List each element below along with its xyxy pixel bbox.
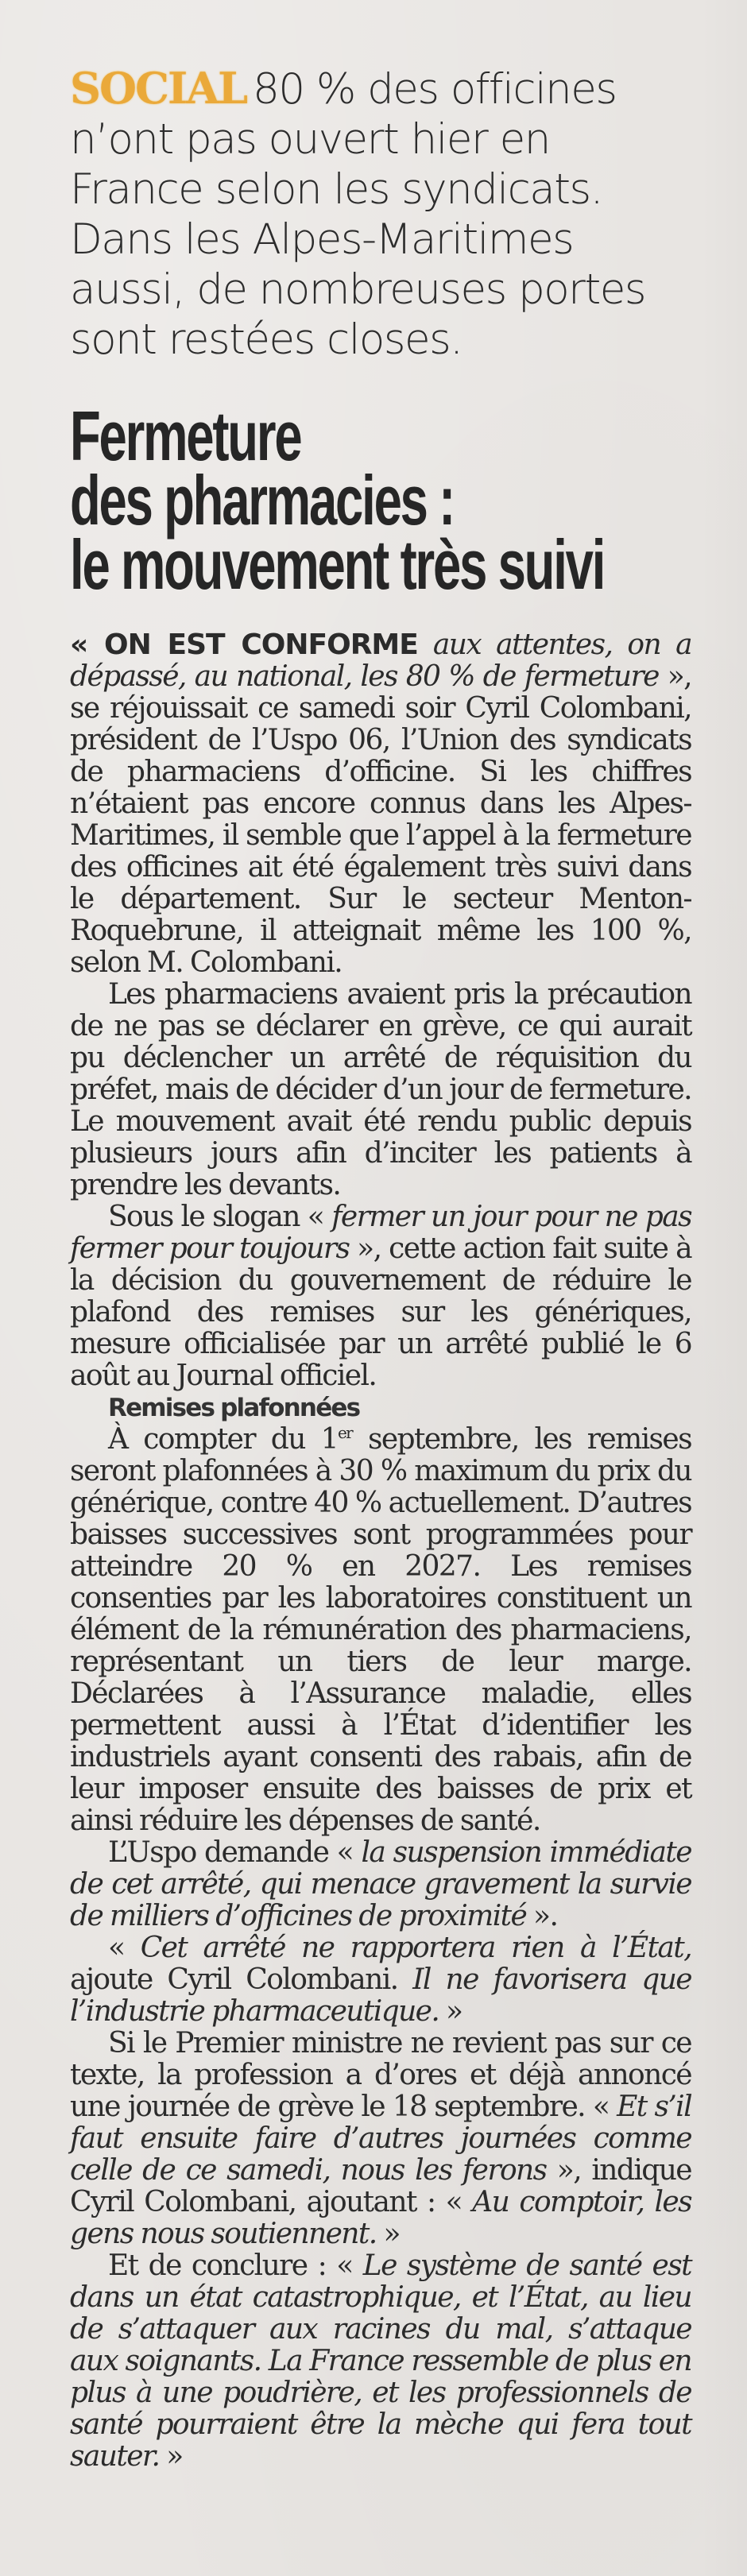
paragraph-3 — [70, 1201, 691, 1392]
p6-open: « — [108, 1932, 141, 1964]
p7-middle: », indique Cyril Colombani, ajoutant : « — [70, 2154, 691, 2218]
p7-before: Si le Premier ministre ne revient pas sur ce texte, la profession a d’ores et déjà annoncé une journée de grève le 18 septembre. « — [70, 2027, 691, 2123]
p3-before: Sous le slogan « — [108, 1201, 332, 1233]
uspo-quote: la suspension immédiate de cet arrêté, qui menace gravement la survie de milliers d’officines de proximité — [70, 1836, 691, 1932]
conclusion-quote: Le système de santé est dans un état catastrophique, et l’État, au lieu de s’attaquer aux racines du mal, s’attaque aux soignants. La France ressemble de plus en plus à une poudrière, et les professionnels de santé pourraient être la mèche qui fera tout sauter. — [70, 2249, 691, 2473]
paragraph-1 — [70, 629, 691, 979]
paragraph-2: Les pharmaciens avaient pris la précaution de ne pas se déclarer en grève, ce qui aurait pu déclencher un arrêté de réquisition du préfet, mais de décider d’un jour de fermeture. Le mouvement avait été rendu public depuis plusieurs jours afin d’inciter les patients à prendre les devants. — [70, 978, 691, 1201]
lead-open-quote: « — [70, 629, 105, 661]
headline-line-3: le mouvement très suivi — [70, 525, 605, 604]
article-chapo — [70, 64, 691, 365]
colombani-quote-4: Au comptoir, les gens nous soutiennent. — [70, 2186, 691, 2250]
p6-middle: ajoute Cyril Colombani. — [70, 1963, 413, 1996]
p5-after: ». — [526, 1900, 558, 1932]
chapo-text: 80 % des officines n’ont pas ouvert hier en France selon les syndicats. Dans les Alpes-Maritimes aussi, de nombreuses portes sont restées closes. — [70, 65, 645, 364]
paragraph-6 — [70, 1932, 691, 2028]
article-headline — [70, 396, 699, 604]
paragraph-7 — [70, 2028, 691, 2250]
p4-superscript: er — [337, 1423, 353, 1442]
subheading: Remises plafonnées — [108, 1394, 360, 1422]
lead-caps: ON EST CONFORME — [104, 629, 418, 661]
lead-close-quote: » — [658, 660, 684, 693]
headline-line-2: des pharmacies : — [70, 461, 455, 540]
p3-after: », cette action fait suite à la décision du gouvernement de réduire le plafond des remises sur les génériques, mesure officialisée par un arrêté publié le 6 août au Journal officiel. — [70, 1232, 691, 1392]
colombani-quote-1: Cet arrêté ne rapportera rien à l’État, — [140, 1932, 691, 1964]
paragraph-4 — [70, 1424, 691, 1837]
article-body — [70, 629, 691, 2473]
lead-quote: aux attentes, on a dépassé, au national, les 80 % de fermeture — [70, 629, 692, 693]
paper-edge-shading — [699, 0, 747, 2576]
slogan-quote: fermer un jour pour ne pas fermer pour toujours — [70, 1201, 691, 1265]
paragraph-5 — [70, 1837, 691, 1932]
p8-close: » — [159, 2440, 183, 2473]
headline-line-1: Fermeture — [70, 396, 301, 475]
section-kicker: SOCIAL — [70, 63, 247, 114]
p8-before: Et de conclure : « — [108, 2249, 363, 2282]
p5-before: L’Uspo demande « — [108, 1836, 362, 1869]
p4-before: À compter du 1 — [108, 1423, 338, 1456]
p4-after: septembre, les remises seront plafonnées à 30 % maximum du prix du générique, contre 40 % actuellement. D’autres baisses successives sont programmées pour atteindre 20 % en 2027. Les remises consenties par les laboratoires constituent un élément de la rémunération des pharmaciens, représentant un tiers de leur marge. Déclarées à l’Assurance maladie, elles permettent aussi à l’État d’identifier les industriels ayant consenti des rabais, afin de leur imposer ensuite des baisses de prix et ainsi réduire les dépenses de santé. — [70, 1423, 691, 1837]
colombani-quote-2: Il ne favorisera que l’industrie pharmaceutique. — [70, 1963, 691, 2028]
p7-close: » — [376, 2218, 400, 2250]
paragraph-1-rest: , se réjouissait ce samedi soir Cyril Colombani, président de l’Uspo 06, l’Union des syndicats de pharmaciens d’officine. Si les chiffres n’étaient pas encore connus dans les Alpes-Maritimes, il semble que l’appel à la fermeture des officines ait été également très suivi dans le département. Sur le secteur Menton-Roquebrune, il atteignait même les 100 %, selon M. Colombani. — [70, 660, 691, 979]
p6-close: » — [439, 1995, 463, 2028]
paragraph-8 — [70, 2250, 691, 2473]
colombani-quote-3: Et s’il faut ensuite faire d’autres journées comme celle de ce samedi, nous les ferons — [70, 2091, 691, 2187]
